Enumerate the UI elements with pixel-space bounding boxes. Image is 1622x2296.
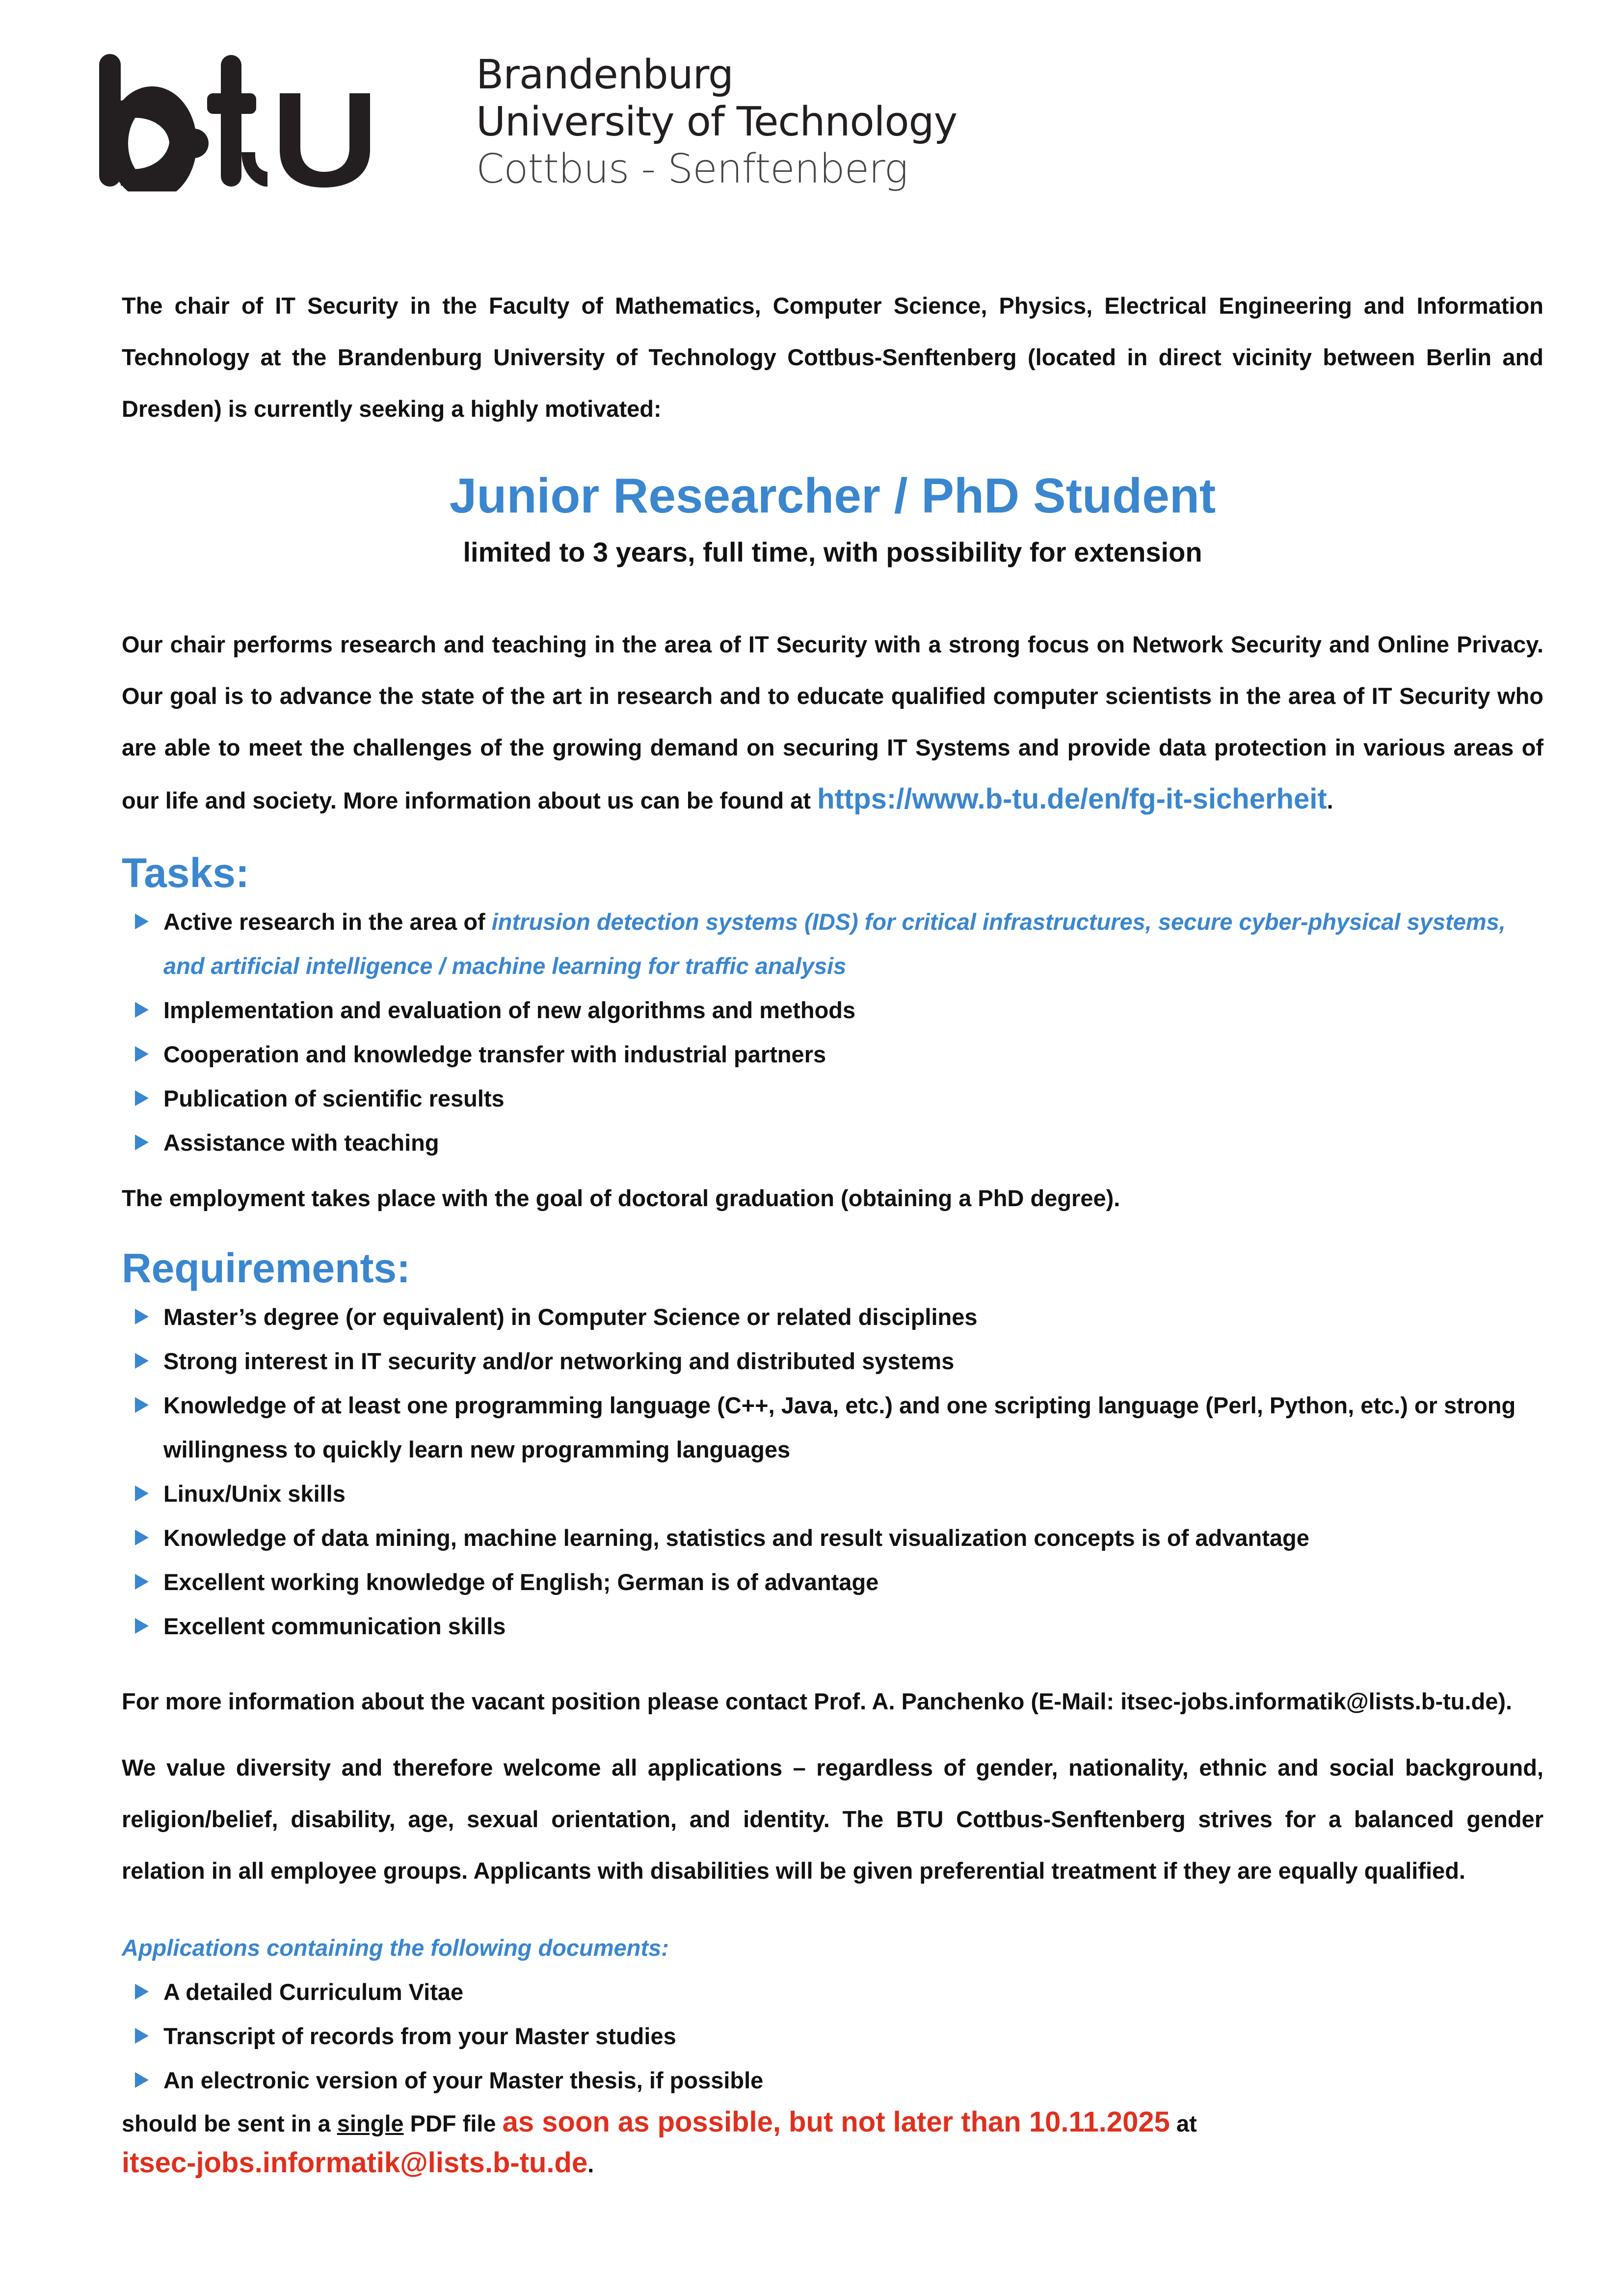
task-research-areas: intrusion detection systems (IDS) for critical infrastructures, secure cyber-physical systems, and artificial intelligence / machine learning for traffic analysis <box>163 909 1506 979</box>
list-item <box>163 1121 1543 1165</box>
about-end: . <box>1327 787 1333 813</box>
requirements-heading: Requirements: <box>122 1245 411 1291</box>
submission-end: . <box>587 2151 594 2177</box>
bullet-triangle-icon <box>135 1530 149 1545</box>
requirement-text: Knowledge of data mining, machine learning, statistics and result visualization concepts is of advantage <box>163 1525 1309 1551</box>
single-emphasis: single <box>337 2110 404 2136</box>
list-item <box>163 1077 1543 1121</box>
university-line-1: Brandenburg <box>476 52 734 98</box>
position-subtitle: limited to 3 years, full time, with possibility for extension <box>463 537 1202 567</box>
tasks-heading: Tasks: <box>122 850 249 896</box>
list-item <box>163 1339 1543 1383</box>
bullet-triangle-icon <box>135 914 149 929</box>
contact-paragraph: For more information about the vacant position please contact Prof. A. Panchenko (E-Mail: itsec-jobs.informatik@lists.b-tu.de). <box>122 1688 1513 1714</box>
task-prefix: Active research in the area of <box>163 909 492 935</box>
requirements-list <box>122 1295 1543 1648</box>
send-prefix: should be sent in a <box>122 2110 337 2136</box>
requirement-text: Strong interest in IT security and/or networking and distributed systems <box>163 1348 955 1374</box>
employment-note: The employment takes place with the goal of doctoral graduation (obtaining a PhD degree). <box>122 1185 1120 1211</box>
university-name <box>476 52 957 193</box>
list-item <box>163 1560 1543 1604</box>
document-body <box>122 280 1543 2184</box>
submission-paragraph <box>122 2103 1543 2184</box>
tasks-list <box>122 900 1543 1165</box>
list-item <box>163 988 1543 1032</box>
document-text: A detailed Curriculum Vitae <box>163 1979 464 2005</box>
requirement-text: Excellent working knowledge of English; German is of advantage <box>163 1569 879 1595</box>
bullet-triangle-icon <box>135 1309 149 1324</box>
bullet-triangle-icon <box>135 1353 149 1369</box>
bullet-triangle-icon <box>135 2028 149 2044</box>
bullet-triangle-icon <box>135 1984 149 1999</box>
list-item <box>163 1383 1543 1472</box>
bullet-triangle-icon <box>135 1486 149 1501</box>
list-item <box>163 1970 1543 2014</box>
bullet-triangle-icon <box>135 1397 149 1413</box>
task-text: Publication of scientific results <box>163 1085 505 1111</box>
send-mid: PDF file <box>403 2110 503 2136</box>
document-text: Transcript of records from your Master studies <box>163 2023 676 2049</box>
application-deadline: as soon as possible, but not later than 10.11.2025 <box>502 2106 1170 2138</box>
application-email-link[interactable]: itsec-jobs.informatik@lists.b-tu.de <box>122 2147 588 2179</box>
about-text: Our chair performs research and teaching in the area of IT Security with a strong focus on Network Security and Online Privacy. Our goal is to advance the state of the art in research and to educate qualified computer scientists in the area of IT Security who are able to meet the challenges of the growing demand on securing IT Systems and provide data protection in various areas of our life and society. More information about us can be found at <box>122 631 1543 813</box>
document-text: An electronic version of your Master thesis, if possible <box>163 2067 764 2093</box>
applications-list <box>122 1970 1543 2103</box>
list-item <box>163 1604 1543 1648</box>
bullet-triangle-icon <box>135 1134 149 1150</box>
bullet-triangle-icon <box>135 1046 149 1062</box>
diversity-paragraph: We value diversity and therefore welcome all applications – regardless of gender, nationality, ethnic and social background, religion/belief, disability, age, sexual orientation, and identity. The BTU Cottbus-Senftenberg strives for a balanced gender relation in all employee groups. Applicants with disabilities will be given preferential treatment if they are equally qualified. <box>122 1755 1543 1884</box>
requirement-text: Knowledge of at least one programming language (C++, Java, etc.) and one scripting language (Perl, Python, etc.) or strong willingness to quickly learn new programming languages <box>163 1392 1516 1462</box>
task-text: Cooperation and knowledge transfer with industrial partners <box>163 1041 826 1067</box>
send-at: at <box>1170 2110 1197 2136</box>
bullet-triangle-icon <box>135 1574 149 1590</box>
btu-logo-icon <box>98 54 432 191</box>
list-item <box>163 1472 1543 1516</box>
list-item <box>163 2058 1543 2103</box>
requirement-text: Excellent communication skills <box>163 1613 506 1639</box>
chair-website-link[interactable]: https://www.b-tu.de/en/fg-it-sicherheit <box>817 783 1327 815</box>
requirement-text: Linux/Unix skills <box>163 1481 346 1507</box>
list-item <box>163 2014 1543 2058</box>
bullet-triangle-icon <box>135 2072 149 2088</box>
university-line-2: University of Technology <box>476 99 957 145</box>
list-item <box>163 1516 1543 1560</box>
list-item <box>163 1295 1543 1339</box>
task-text: Assistance with teaching <box>163 1130 439 1156</box>
bullet-triangle-icon <box>135 1002 149 1018</box>
about-paragraph <box>122 619 1543 826</box>
position-title: Junior Researcher / PhD Student <box>449 468 1216 523</box>
applications-heading: Applications containing the following documents: <box>122 1935 669 1961</box>
task-text: Implementation and evaluation of new algorithms and methods <box>163 997 856 1023</box>
list-item <box>163 1032 1543 1077</box>
bullet-triangle-icon <box>135 1090 149 1106</box>
list-item <box>163 900 1543 988</box>
bullet-triangle-icon <box>135 1618 149 1634</box>
requirement-text: Master’s degree (or equivalent) in Computer Science or related disciplines <box>163 1304 978 1330</box>
intro-paragraph: The chair of IT Security in the Faculty of Mathematics, Computer Science, Physics, Electrical Engineering and Information Technology at the Brandenburg University of Technology Cottbus-Senftenberg (located in direct vicinity between Berlin and Dresden) is currently seeking a highly motivated: <box>122 293 1543 422</box>
university-line-3: Cottbus - Senftenberg <box>476 146 908 192</box>
